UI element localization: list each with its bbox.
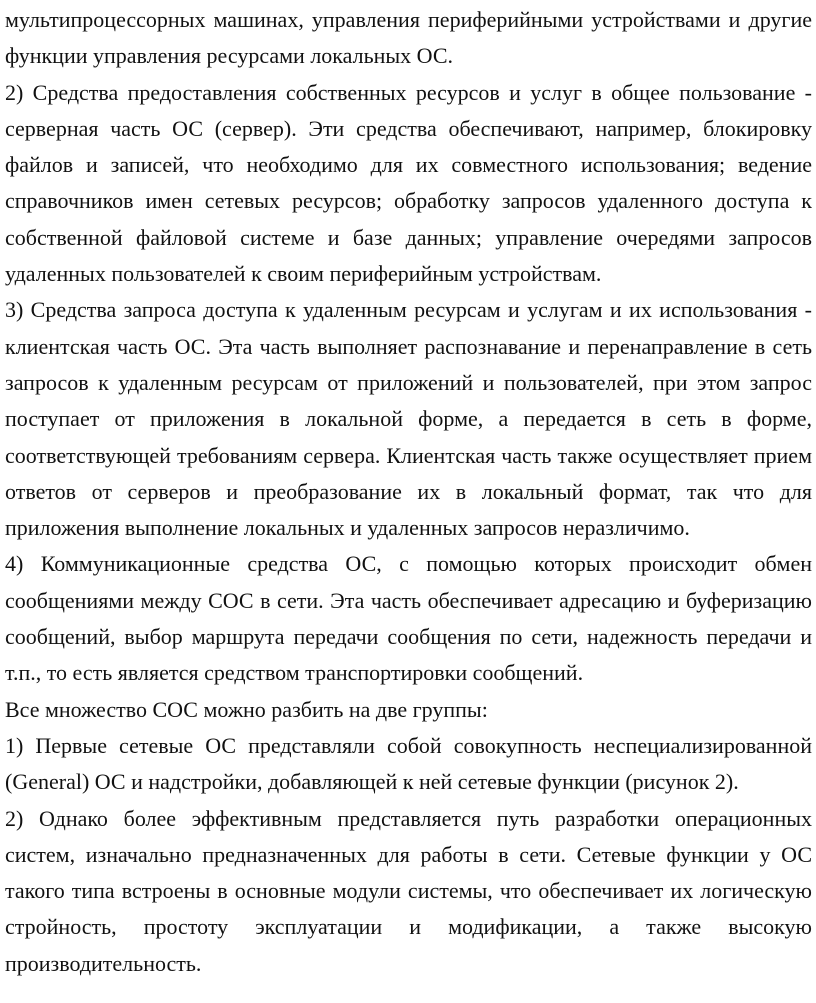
paragraph-continuation: мультипроцессорных машинах, управления периферийными устройствами и другие функции управления ресурсами локальных ОС. [5, 7, 812, 69]
paragraph-client-part: 3) Средства запроса доступа к удаленным ресурсам и услугам и их использования - клиентская часть ОС. Эта часть выполняет распознавание и перенаправление в сеть запросов к удаленным ресурсам от приложений и пользователей, при этом запрос поступает от приложения в локальной форме, а передается в сеть в форме, соответствующей требованиям сервера. Клиентская часть также осуществляет прием ответов от серверов и преобразование их в локальный формат, так что для приложения выполнение локальных и удаленных запросов неразличимо. [5, 297, 812, 541]
paragraph-communication-means: 4) Коммуникационные средства ОС, с помощью которых происходит обмен сообщениями между СОС в сети. Эта часть обеспечивает адресацию и буферизацию сообщений, выбор маршрута передачи сообщения по сети, надежность передачи и т.п., то есть является средством транспортировки сообщений. [5, 551, 812, 686]
paragraph-groups-intro: Все множество СОС можно разбить на две группы: [5, 696, 488, 722]
paragraph-group-1: 1) Первые сетевые ОС представляли собой совокупность неспециализированной (General) ОС и надстройки, добавляющей к ней сетевые функции (рисунок 2). [5, 732, 812, 795]
paragraph-server-part: 2) Средства предоставления собственных ресурсов и услуг в общее пользование - серверная часть ОС (сервер). Эти средства обеспечивают, например, блокировку файлов и записей, что необходимо для их совместного использования; ведение справочников имен сетевых ресурсов; обработку запросов удаленного доступа к собственной файловой системе и базе данных; управление очередями запросов удаленных пользователей к своим периферийным устройствам. [5, 79, 812, 287]
paragraph-group-2: 2) Однако более эффективным представляется путь разработки операционных систем, изначально предназначенных для работы в сети. Сетевые функции у ОС такого типа встроены в основные модули системы, что обеспечивает их логическую стройность, простоту эксплуатации и модификации, а также высокую производительность. [5, 805, 812, 976]
